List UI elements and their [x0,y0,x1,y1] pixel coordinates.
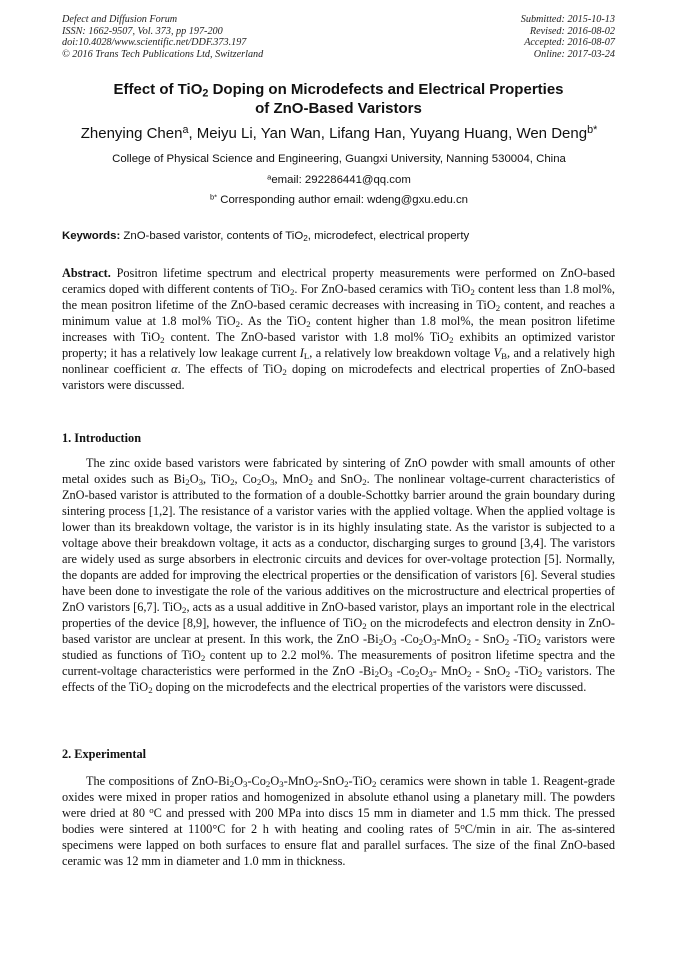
experimental-text: The compositions of ZnO-$Bi_2O_3-Co_2O_3-MnO_2-SnO_2-TiO_2$ ceramics were shown in table 1. Reagent-grade oxides were mixed in proper ratios and homogenized in absolute ethanol using a planetary mill. The powders were dried at 80 $^o$C and pressed with 200 MPa into discs 15 mm in diameter and 1.5 mm thick. The pressed bodies were sintered at 1100°C for 2 h with heating and cooling rates of 5$^o$C/min in air. The as-sintered specimens were lapped on both surfaces to ensure flat and parallel surfaces. The size of the final ZnO-based ceramic was 12 mm in diameter and 1.0 mm in thickness. [62,774,616,868]
author-name: Zhenying Chen [80,125,183,142]
journal-header [62,14,263,60]
submitted-date: Submitted: 2015-10-13 [520,14,615,25]
affiliation: College of Physical Science and Engineering, Guangxi University, Nanning 530004, China [112,153,566,165]
keywords: Keywords: ZnO-based varistor, contents of TiO$_2$, microdefect, electrical property [62,230,470,244]
email-a: $^a$email: 292286441@qq.com [267,172,411,186]
accepted-date: Accepted: 2016-08-07 [524,37,615,49]
revised-date: Revised: 2016-08-02 [529,25,615,37]
section-heading-introduction: 1. Introduction [62,431,142,445]
introduction-text: The zinc oxide based varistors were fabricated by sintering of ZnO powder with small amounts of other metal oxides such as $Bi_2O_3$, TiO$_2$, $Co_2O_3$, MnO$_2$ and SnO$_2$. The nonlinear voltage-current characteristics of ZnO-based varistor is attributed to the formation of a double-Schottky barrier around the grain boundary during sintering process [1,2]. The resistance of a varistor varies with the applied voltage. When the applied voltage is lower than its breakdown voltage, the varistor is in its highly insulating state. As the varistor is subjected to a voltage above their breakdown voltage, it acts as a conductor, discharging surges to ground [3,4]. The varistors are widely used as surge absorbers in electronic circuits and devices for over-voltage protection [5]. Normally, the dopants are added for improving the electrical properties or the densification of varistors [6]. Several studies have been done to investigate the role of the various additives on the microstructure and electrical properties of ZnO varistors [6,7]. TiO$_2$, acts as a usual additive in ZnO-based varistor, plays an important role in the electrical properties of the device [8,9], however, the influence of TiO$_2$ on the microdefects and electron density in ZnO-based varistor are unclear at present. In this work, the ZnO $-Bi_2O_3$ $-Co_2O_3-MnO_2 - SnO_2$ -TiO$_2$ varistors were studied as functions of TiO$_2$ content up to 2.2 mol%. The measurements of positron lifetime spectra and the current-voltage characteristics were performed in the ZnO $-Bi_2O_3$ $-Co_2O_3-$ MnO$_2$ - SnO$_2$ -TiO$_2$ varistors. The effects of the TiO$_2$ doping on the microdefects and the electrical properties of the varistors were discussed. [62,456,616,696]
paper-title: Effect of TiO$_2$ Doping on Microdefects and Electrical Properties of ZnO-Based Varistors [113,81,564,117]
email-corresponding: $^{b*}$ Corresponding author email: wdeng@gxu.edu.cn [209,192,468,206]
section-heading-experimental: 2. Experimental [62,747,147,761]
issn-line: ISSN: 1662-9507, Vol. 373, pp 197-200 [62,25,223,37]
author-list: Zhenying Chen$^a$, Meiyu Li, Yan Wan, Lifang Han, Yuyang Huang, Wen Deng$^{b*}$ [80,124,598,142]
abstract: Abstract. Positron lifetime spectrum and electrical property measurements were performed on ZnO-based ceramics doped with different contents of TiO$_2$. For ZnO-based ceramics with TiO$_2$ content less than 1.8 mol%, the mean positron lifetime of the ZnO-based ceramic decreases with increasing in TiO$_2$ content, and reaches a minimum value at 1.8 mol% TiO$_2$. As the TiO$_2$ content higher than 1.8 mol%, the mean positron lifetime increases with TiO$_2$ content. The ZnO-based varistor with 1.8 mol% TiO$_2$ exhibits an optimized varistor property; it has a relatively low leakage current $I_L$, a relatively low breakdown voltage $V_B$, and a relatively high nonlinear coefficient α. The effects of TiO$_2$ doping on microdefects and electrical properties of ZnO-based varistors were discussed. [62,266,616,392]
online-date: Online: 2017-03-24 [533,48,615,60]
doi-line[interactable]: doi:10.4028/www.scientific.net/DDF.373.197 [62,37,247,49]
journal-name: Defect and Diffusion Forum [62,14,178,25]
copyright-line: © 2016 Trans Tech Publications Ltd, Switzerland [62,48,264,60]
dates-header [521,14,615,60]
